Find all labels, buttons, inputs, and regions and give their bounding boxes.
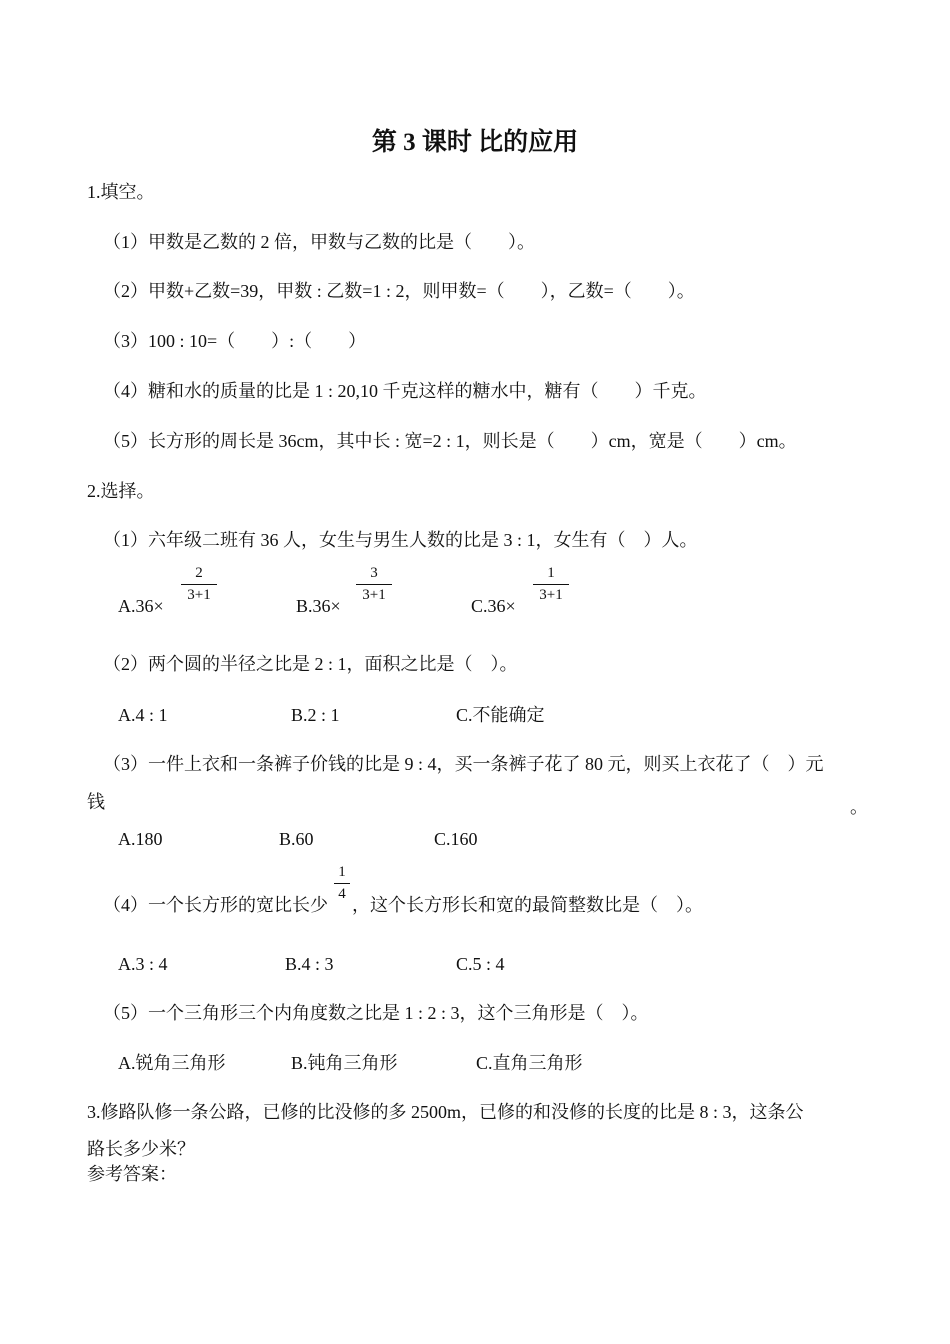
fraction-numerator: 2 bbox=[195, 565, 203, 581]
fill-question-2: （2）甲数+乙数=39，甲数 : 乙数=1 : 2，则甲数=（ ），乙数=（ ）。 bbox=[103, 281, 695, 301]
fill-question-4: （4）糖和水的质量的比是 1 : 20,10 千克这样的糖水中，糖有（ ）千克。 bbox=[103, 381, 707, 401]
answer-label: 参考答案： bbox=[87, 1164, 177, 1184]
choice-1-option-b-fraction bbox=[356, 565, 392, 604]
choice-question-5: （5）一个三角形三个内角度数之比是 1 : 2 : 3，这个三角形是（ ）。 bbox=[103, 1003, 649, 1023]
fraction-bar bbox=[356, 584, 392, 585]
fraction-numerator: 1 bbox=[338, 864, 346, 880]
choice-4-option-b: B.4 : 3 bbox=[285, 954, 334, 974]
fraction-bar bbox=[533, 584, 569, 585]
fill-question-1: （1）甲数是乙数的 2 倍，甲数与乙数的比是（ ）。 bbox=[103, 232, 535, 252]
choice-2-option-b: B.2 : 1 bbox=[291, 705, 340, 725]
choice-question-2: （2）两个圆的半径之比是 2 : 1，面积之比是（ ）。 bbox=[103, 654, 518, 674]
choice-3-option-c: C.160 bbox=[434, 829, 478, 849]
fraction-numerator: 1 bbox=[547, 565, 555, 581]
fill-question-5: （5）长方形的周长是 36cm，其中长 : 宽=2 : 1，则长是（ ）cm，宽是（ ）cm。 bbox=[103, 431, 797, 451]
fraction-denominator: 3+1 bbox=[362, 587, 386, 603]
section-2-heading: 2.选择。 bbox=[87, 481, 155, 501]
choice-1-option-c-fraction bbox=[533, 565, 569, 604]
choice-question-4-stem-end: ，这个长方形长和宽的最简整数比是（ ）。 bbox=[352, 895, 703, 915]
choice-3-option-b: B.60 bbox=[279, 829, 314, 849]
choice-1-option-c: C.36× bbox=[471, 596, 516, 616]
fill-question-3: （3）100 : 10=（ ）:（ ） bbox=[103, 331, 367, 351]
choice-3-option-a: A.180 bbox=[118, 829, 163, 849]
fraction-denominator: 3+1 bbox=[187, 587, 211, 603]
fraction-denominator: 4 bbox=[338, 886, 346, 902]
choice-question-4-stem-start: （4）一个长方形的宽比长少 bbox=[103, 895, 328, 915]
choice-2-option-c: C.不能确定 bbox=[456, 705, 545, 725]
page-title: 第 3 课时 比的应用 bbox=[371, 129, 579, 156]
section-1-heading: 1.填空。 bbox=[87, 182, 155, 202]
word-problem-line-2: 路长多少米？ bbox=[87, 1139, 195, 1159]
fraction-denominator: 3+1 bbox=[539, 587, 563, 603]
choice-question-4-fraction bbox=[334, 864, 350, 903]
choice-question-3: （3）一件上衣和一条裤子价钱的比是 9 : 4，买一条裤子花了 80 元，则买上衣花了（ ）元 bbox=[103, 754, 824, 774]
choice-1-option-a-fraction bbox=[181, 565, 217, 604]
fraction-bar bbox=[334, 883, 350, 884]
choice-1-option-b: B.36× bbox=[296, 596, 341, 616]
choice-question-1: （1）六年级二班有 36 人，女生与男生人数的比是 3 : 1，女生有（ ）人。 bbox=[103, 530, 698, 550]
choice-question-3-end-mark: 。 bbox=[850, 797, 868, 817]
choice-4-option-c: C.5 : 4 bbox=[456, 954, 505, 974]
fraction-bar bbox=[181, 584, 217, 585]
choice-5-option-b: B.钝角三角形 bbox=[291, 1053, 398, 1073]
fraction-numerator: 3 bbox=[370, 565, 378, 581]
choice-5-option-a: A.锐角三角形 bbox=[118, 1053, 226, 1073]
word-problem-line-1: 3.修路队修一条公路，已修的比没修的多 2500m，已修的和没修的长度的比是 8 : 3，这条公 bbox=[87, 1102, 804, 1122]
choice-5-option-c: C.直角三角形 bbox=[476, 1053, 583, 1073]
choice-1-option-a: A.36× bbox=[118, 596, 164, 616]
choice-2-option-a: A.4 : 1 bbox=[118, 705, 168, 725]
choice-4-option-a: A.3 : 4 bbox=[118, 954, 168, 974]
choice-question-3-continued: 钱 bbox=[87, 792, 105, 812]
